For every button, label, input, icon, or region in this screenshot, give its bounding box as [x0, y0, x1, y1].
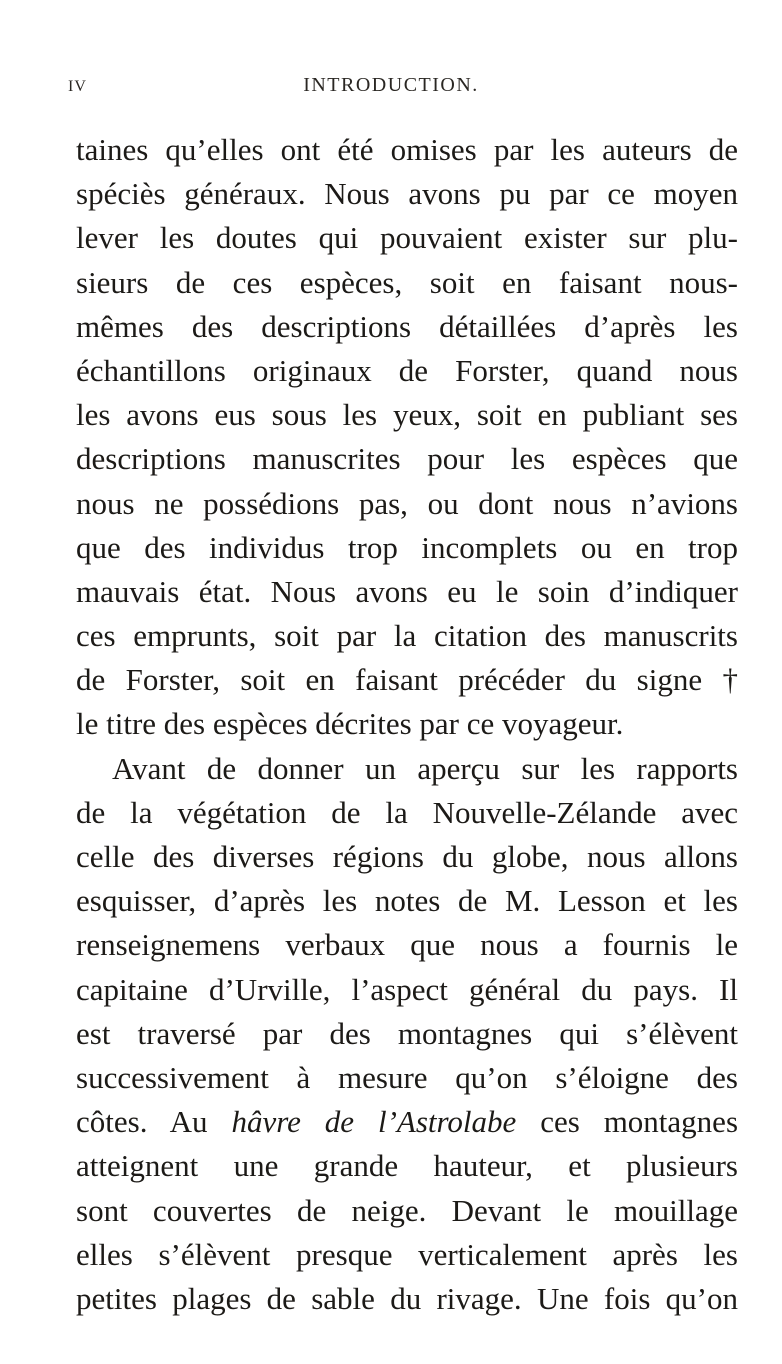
- body-text: [76, 128, 738, 1321]
- running-title: INTRODUCTION.: [303, 74, 479, 96]
- text-line: nous ne possédions pas, ou dont nous n’avions: [76, 485, 738, 521]
- text-line: échantillons originaux de Forster, quand nous: [76, 352, 738, 388]
- text-line: atteignent une grande hauteur, et plusieurs: [76, 1148, 738, 1184]
- text-line: taines qu’elles ont été omises par les auteurs de: [76, 132, 738, 167]
- text-line: de Forster, soit en faisant précéder du signe †: [76, 662, 738, 698]
- text-line-with-italic: [76, 1100, 738, 1144]
- text-line: mêmes des descriptions détaillées d’après les: [76, 308, 738, 344]
- text-line: de la végétation de la Nouvelle-Zélande avec: [76, 794, 738, 830]
- text-line: renseignemens verbaux que nous a fournis le: [76, 927, 738, 963]
- text-line: est traversé par des montagnes qui s’élèvent: [76, 1015, 738, 1051]
- text-line: successivement à mesure qu’on s’éloigne des: [76, 1059, 738, 1095]
- text-line: que des individus trop incomplets ou en trop: [76, 529, 738, 565]
- text-line: capitaine d’Urville, l’aspect général du pays. Il: [76, 971, 738, 1007]
- text-line: sieurs de ces espèces, soit en faisant nous-: [76, 264, 738, 300]
- text-line: elles s’élèvent presque verticalement après les: [76, 1236, 738, 1272]
- text-line: spéciès généraux. Nous avons pu par ce moyen: [76, 176, 738, 212]
- text-line: celle des diverses régions du globe, nous allons: [76, 839, 738, 874]
- text-line: esquisser, d’après les notes de M. Lesson et les: [76, 883, 738, 919]
- page-number: IV: [68, 78, 87, 95]
- italic-place-name: hâvre de l’Astrolabe: [231, 1104, 517, 1140]
- text-segment: ces montagnes: [516, 1104, 739, 1140]
- text-segment: côtes. Au: [76, 1104, 232, 1140]
- text-line: lever les doutes qui pouvaient exister sur plu-: [76, 220, 738, 256]
- text-line: sont couvertes de neige. Devant le mouillage: [76, 1192, 738, 1228]
- paragraph-start-line: Avant de donner un aperçu sur les rapports: [112, 750, 738, 786]
- paragraph-end-line: le titre des espèces décrites par ce voyageur.: [76, 706, 624, 742]
- text-line: descriptions manuscrites pour les espèces que: [76, 441, 738, 477]
- text-line: ces emprunts, soit par la citation des manuscrits: [76, 618, 738, 654]
- text-line: les avons eus sous les yeux, soit en publiant ses: [76, 397, 738, 433]
- text-line: mauvais état. Nous avons eu le soin d’indiquer: [76, 573, 738, 609]
- text-line: petites plages de sable du rivage. Une fois qu’on: [76, 1280, 738, 1316]
